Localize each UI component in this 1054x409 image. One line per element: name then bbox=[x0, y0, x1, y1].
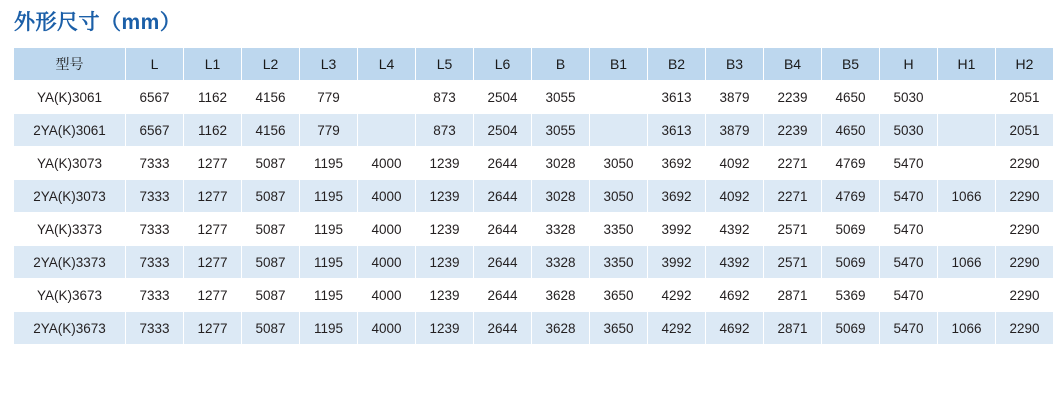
cell-b2: 3692 bbox=[648, 147, 706, 180]
cell-b4: 2871 bbox=[764, 312, 822, 345]
table-row bbox=[14, 180, 1054, 213]
cell-b3: 4392 bbox=[706, 246, 764, 279]
column-header-b5: B5 bbox=[822, 48, 880, 81]
cell-h2: 2290 bbox=[996, 312, 1054, 345]
cell-l6: 2644 bbox=[474, 312, 532, 345]
cell-l4: 4000 bbox=[358, 180, 416, 213]
cell-model: YA(K)3073 bbox=[14, 147, 126, 180]
cell-l3: 1195 bbox=[300, 213, 358, 246]
column-header-b3: B3 bbox=[706, 48, 764, 81]
cell-b5: 5369 bbox=[822, 279, 880, 312]
cell-b1: 3350 bbox=[590, 246, 648, 279]
cell-l2: 5087 bbox=[242, 213, 300, 246]
cell-b1: 3050 bbox=[590, 147, 648, 180]
cell-h: 5030 bbox=[880, 81, 938, 114]
cell-l1: 1277 bbox=[184, 180, 242, 213]
column-header-l5: L5 bbox=[416, 48, 474, 81]
cell-l3: 779 bbox=[300, 81, 358, 114]
column-header-l4: L4 bbox=[358, 48, 416, 81]
page-title: 外形尺寸（mm） bbox=[14, 11, 182, 34]
cell-b4: 2571 bbox=[764, 213, 822, 246]
column-header-model: 型号 bbox=[14, 48, 126, 81]
cell-b2: 4292 bbox=[648, 312, 706, 345]
cell-b1 bbox=[590, 81, 648, 114]
cell-h2: 2290 bbox=[996, 213, 1054, 246]
table-body bbox=[14, 81, 1054, 345]
column-header-b1: B1 bbox=[590, 48, 648, 81]
cell-b: 3055 bbox=[532, 81, 590, 114]
cell-l: 7333 bbox=[126, 246, 184, 279]
cell-h1: 1066 bbox=[938, 246, 996, 279]
cell-b: 3628 bbox=[532, 312, 590, 345]
column-header-l: L bbox=[126, 48, 184, 81]
cell-l4: 4000 bbox=[358, 246, 416, 279]
cell-l: 7333 bbox=[126, 147, 184, 180]
table-header-row bbox=[14, 48, 1054, 81]
cell-h2: 2051 bbox=[996, 114, 1054, 147]
table-row bbox=[14, 81, 1054, 114]
cell-b4: 2239 bbox=[764, 114, 822, 147]
cell-l6: 2644 bbox=[474, 246, 532, 279]
cell-b1: 3050 bbox=[590, 180, 648, 213]
cell-b: 3628 bbox=[532, 279, 590, 312]
cell-l: 6567 bbox=[126, 114, 184, 147]
cell-model: YA(K)3673 bbox=[14, 279, 126, 312]
cell-l3: 1195 bbox=[300, 312, 358, 345]
cell-b5: 4769 bbox=[822, 147, 880, 180]
cell-l5: 873 bbox=[416, 114, 474, 147]
cell-l6: 2504 bbox=[474, 114, 532, 147]
cell-b3: 4092 bbox=[706, 180, 764, 213]
cell-b4: 2271 bbox=[764, 147, 822, 180]
column-header-b4: B4 bbox=[764, 48, 822, 81]
cell-l1: 1162 bbox=[184, 81, 242, 114]
column-header-l6: L6 bbox=[474, 48, 532, 81]
cell-l6: 2644 bbox=[474, 279, 532, 312]
cell-b: 3055 bbox=[532, 114, 590, 147]
cell-h: 5470 bbox=[880, 246, 938, 279]
cell-b2: 3992 bbox=[648, 213, 706, 246]
cell-l5: 1239 bbox=[416, 213, 474, 246]
cell-l6: 2644 bbox=[474, 147, 532, 180]
cell-l4: 4000 bbox=[358, 213, 416, 246]
cell-l2: 4156 bbox=[242, 114, 300, 147]
table-row bbox=[14, 279, 1054, 312]
column-header-l2: L2 bbox=[242, 48, 300, 81]
cell-l3: 1195 bbox=[300, 246, 358, 279]
cell-b: 3328 bbox=[532, 213, 590, 246]
cell-model: 2YA(K)3673 bbox=[14, 312, 126, 345]
cell-b4: 2571 bbox=[764, 246, 822, 279]
cell-model: YA(K)3061 bbox=[14, 81, 126, 114]
cell-model: 2YA(K)3073 bbox=[14, 180, 126, 213]
cell-h: 5470 bbox=[880, 213, 938, 246]
cell-b3: 4092 bbox=[706, 147, 764, 180]
cell-h1 bbox=[938, 114, 996, 147]
cell-b5: 4650 bbox=[822, 81, 880, 114]
cell-h1: 1066 bbox=[938, 180, 996, 213]
cell-h: 5030 bbox=[880, 114, 938, 147]
cell-l: 7333 bbox=[126, 180, 184, 213]
cell-b2: 3692 bbox=[648, 180, 706, 213]
cell-h: 5470 bbox=[880, 279, 938, 312]
cell-h2: 2290 bbox=[996, 147, 1054, 180]
cell-l3: 1195 bbox=[300, 279, 358, 312]
cell-b5: 4769 bbox=[822, 180, 880, 213]
cell-h: 5470 bbox=[880, 180, 938, 213]
cell-l2: 5087 bbox=[242, 180, 300, 213]
cell-b4: 2239 bbox=[764, 81, 822, 114]
column-header-b2: B2 bbox=[648, 48, 706, 81]
cell-h2: 2290 bbox=[996, 180, 1054, 213]
cell-h1 bbox=[938, 81, 996, 114]
cell-h1: 1066 bbox=[938, 312, 996, 345]
cell-model: YA(K)3373 bbox=[14, 213, 126, 246]
cell-l2: 5087 bbox=[242, 312, 300, 345]
cell-h1 bbox=[938, 147, 996, 180]
cell-b5: 5069 bbox=[822, 246, 880, 279]
cell-l: 7333 bbox=[126, 279, 184, 312]
cell-b2: 3613 bbox=[648, 114, 706, 147]
column-header-l1: L1 bbox=[184, 48, 242, 81]
cell-l5: 1239 bbox=[416, 246, 474, 279]
cell-model: 2YA(K)3061 bbox=[14, 114, 126, 147]
column-header-h: H bbox=[880, 48, 938, 81]
cell-l2: 5087 bbox=[242, 246, 300, 279]
cell-h: 5470 bbox=[880, 147, 938, 180]
cell-l3: 1195 bbox=[300, 147, 358, 180]
cell-l6: 2504 bbox=[474, 81, 532, 114]
cell-b1: 3650 bbox=[590, 312, 648, 345]
cell-b2: 4292 bbox=[648, 279, 706, 312]
table-row bbox=[14, 213, 1054, 246]
cell-l3: 779 bbox=[300, 114, 358, 147]
cell-h2: 2290 bbox=[996, 279, 1054, 312]
cell-l1: 1277 bbox=[184, 147, 242, 180]
cell-l1: 1162 bbox=[184, 114, 242, 147]
cell-l4: 4000 bbox=[358, 312, 416, 345]
cell-l1: 1277 bbox=[184, 246, 242, 279]
cell-l: 7333 bbox=[126, 312, 184, 345]
cell-l6: 2644 bbox=[474, 180, 532, 213]
cell-b: 3328 bbox=[532, 246, 590, 279]
cell-b: 3028 bbox=[532, 147, 590, 180]
cell-b3: 4692 bbox=[706, 279, 764, 312]
cell-l6: 2644 bbox=[474, 213, 532, 246]
column-header-h2: H2 bbox=[996, 48, 1054, 81]
cell-l4 bbox=[358, 114, 416, 147]
cell-l5: 873 bbox=[416, 81, 474, 114]
column-header-l3: L3 bbox=[300, 48, 358, 81]
table-row bbox=[14, 246, 1054, 279]
cell-l3: 1195 bbox=[300, 180, 358, 213]
table-row bbox=[14, 312, 1054, 345]
cell-b: 3028 bbox=[532, 180, 590, 213]
cell-b5: 4650 bbox=[822, 114, 880, 147]
cell-l5: 1239 bbox=[416, 279, 474, 312]
cell-l4: 4000 bbox=[358, 279, 416, 312]
cell-l5: 1239 bbox=[416, 312, 474, 345]
cell-b5: 5069 bbox=[822, 213, 880, 246]
cell-b1: 3350 bbox=[590, 213, 648, 246]
cell-l4 bbox=[358, 81, 416, 114]
cell-h: 5470 bbox=[880, 312, 938, 345]
cell-l2: 4156 bbox=[242, 81, 300, 114]
cell-l5: 1239 bbox=[416, 180, 474, 213]
dimensions-table bbox=[13, 47, 1054, 345]
cell-l1: 1277 bbox=[184, 279, 242, 312]
column-header-h1: H1 bbox=[938, 48, 996, 81]
cell-b3: 3879 bbox=[706, 81, 764, 114]
cell-l2: 5087 bbox=[242, 279, 300, 312]
cell-h2: 2290 bbox=[996, 246, 1054, 279]
cell-b3: 4392 bbox=[706, 213, 764, 246]
cell-h2: 2051 bbox=[996, 81, 1054, 114]
cell-model: 2YA(K)3373 bbox=[14, 246, 126, 279]
table-row bbox=[14, 114, 1054, 147]
cell-b5: 5069 bbox=[822, 312, 880, 345]
cell-h1 bbox=[938, 213, 996, 246]
cell-l: 7333 bbox=[126, 213, 184, 246]
cell-h1 bbox=[938, 279, 996, 312]
cell-b1: 3650 bbox=[590, 279, 648, 312]
cell-l: 6567 bbox=[126, 81, 184, 114]
cell-l5: 1239 bbox=[416, 147, 474, 180]
cell-b4: 2271 bbox=[764, 180, 822, 213]
cell-l1: 1277 bbox=[184, 213, 242, 246]
cell-b2: 3992 bbox=[648, 246, 706, 279]
cell-b4: 2871 bbox=[764, 279, 822, 312]
cell-b3: 3879 bbox=[706, 114, 764, 147]
cell-b2: 3613 bbox=[648, 81, 706, 114]
cell-l1: 1277 bbox=[184, 312, 242, 345]
cell-l2: 5087 bbox=[242, 147, 300, 180]
cell-b1 bbox=[590, 114, 648, 147]
column-header-b: B bbox=[532, 48, 590, 81]
cell-l4: 4000 bbox=[358, 147, 416, 180]
table-head bbox=[14, 48, 1054, 81]
table-row bbox=[14, 147, 1054, 180]
cell-b3: 4692 bbox=[706, 312, 764, 345]
table-container bbox=[12, 47, 1040, 345]
